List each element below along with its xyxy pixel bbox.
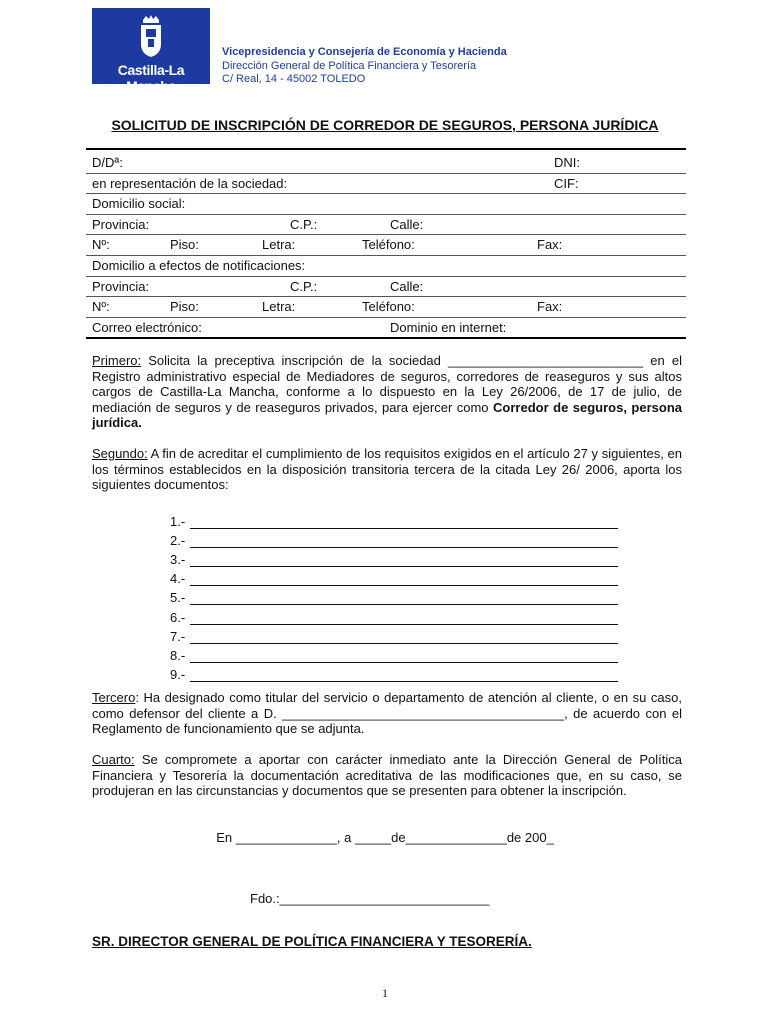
- form-row-representation: [86, 173, 686, 194]
- primero-label: Primero:: [92, 353, 142, 368]
- telefono-label: Teléfono:: [362, 299, 415, 315]
- document-blank-field[interactable]: [190, 590, 618, 605]
- dni-label: DNI:: [554, 155, 580, 170]
- cif-label: CIF:: [554, 175, 579, 191]
- document-blank-field[interactable]: [190, 552, 618, 567]
- form-row-numero-2: [86, 296, 686, 317]
- primero-text: Solicita la preceptiva inscripción de la sociedad ___________________________ en el Registro administrativo especial de Mediadores de seguros, corredores de reaseguros y sus altos cargos de Castilla-La Mancha, conforme a lo dispuesto en la Ley 26/2006, de 17 de julio, de mediación de seguros y de reaseguros privados, para ejercer como: [92, 353, 682, 415]
- place-date-line: En ______________, a _____de______________de 200_: [216, 830, 554, 845]
- cuarto-text: Se compromete a aportar con carácter inmediato ante la Dirección General de Política Financiera y Tesorería la documentación acreditativa de las modificaciones que, en su caso, se produjeran en las circunstancias y documentos que se presenten para obtener la inscripción.: [92, 752, 682, 798]
- document-blank-field[interactable]: [190, 533, 618, 548]
- castilla-la-mancha-logo: [92, 8, 210, 94]
- tercero-label: Tercero: [92, 690, 136, 705]
- letra-label: Letra:: [262, 237, 296, 253]
- form-row-provincia-2: [86, 276, 686, 297]
- form-row-domicilio-social: [86, 193, 686, 214]
- primero-bold: Corredor de seguros, persona jurídica.: [92, 399, 683, 430]
- applicant-form: [86, 148, 686, 339]
- calle-label: Calle:: [390, 278, 424, 294]
- document-line: 7.-: [170, 625, 618, 644]
- telefono-label: Teléfono:: [362, 237, 415, 253]
- signature-line: Fdo.:_____________________________: [250, 891, 490, 906]
- dominio-label: Dominio en internet:: [390, 319, 507, 335]
- paragraph-segundo: [92, 446, 682, 493]
- organization-header: [222, 46, 507, 87]
- document-blank-field[interactable]: [190, 610, 618, 625]
- segundo-text: A fin de acreditar el cumplimiento de los requisitos exigidos en el artículo 27 y siguientes, en los términos establecidos en la disposición transitoria tercera de la citada Ley 26/ 2006, aporta los siguientes documentos:: [92, 446, 682, 492]
- document-blank-field[interactable]: [190, 648, 618, 663]
- document-line: 6.-: [170, 605, 618, 624]
- org-line-1: Vicepresidencia y Consejería de Economía y Hacienda: [222, 46, 507, 58]
- numero-label: Nº:: [92, 299, 110, 315]
- document-line: 2.-: [170, 529, 618, 548]
- form-row-correo: [86, 317, 686, 338]
- org-line-2: Dirección General de Política Financiera y Tesorería: [222, 59, 477, 72]
- document-line: 5.-: [170, 586, 618, 605]
- correo-label: Correo electrónico:: [92, 319, 202, 335]
- form-row-provincia: [86, 214, 686, 235]
- paragraph-cuarto: [92, 752, 682, 799]
- addressee: SR. DIRECTOR GENERAL DE POLÍTICA FINANCIERA Y TESORERÍA.: [92, 934, 532, 949]
- segundo-label: Segundo:: [92, 446, 148, 461]
- piso-label: Piso:: [170, 237, 199, 253]
- form-row-dd: [86, 153, 686, 173]
- documents-list: [170, 510, 618, 682]
- crest-icon: [137, 14, 165, 58]
- letra-label: Letra:: [262, 299, 296, 315]
- calle-label: Calle:: [390, 216, 424, 232]
- cp-label: C.P.:: [290, 278, 318, 294]
- cp-label: C.P.:: [290, 216, 318, 232]
- domicilio-social-label: Domicilio social:: [92, 196, 186, 212]
- document-line: 4.-: [170, 567, 618, 586]
- logo-text: Castilla-La Mancha: [117, 62, 185, 94]
- domicilio-notificaciones-label: Domicilio a efectos de notificaciones:: [92, 257, 306, 273]
- tercero-text: : Ha designado como titular del servicio o departamento de atención al cliente, o en su caso, como defensor del cliente a D. _______________________________________, de acuerdo con el Reglamento de funcionamiento que se adjunta.: [92, 690, 682, 736]
- piso-label: Piso:: [170, 299, 199, 315]
- document-line: 1.-: [170, 510, 618, 529]
- document-blank-field[interactable]: [190, 514, 618, 529]
- document-title: SOLICITUD DE INSCRIPCIÓN DE CORREDOR DE SEGUROS, PERSONA JURÍDICA: [111, 117, 659, 133]
- representation-label: en representación de la sociedad:: [92, 175, 288, 191]
- provincia-label: Provincia:: [92, 278, 150, 294]
- dd-label: D/Dª:: [92, 155, 123, 170]
- form-row-numero: [86, 234, 686, 255]
- paragraph-primero: [92, 353, 682, 431]
- document-blank-field[interactable]: [190, 667, 618, 682]
- document-line: 8.-: [170, 644, 618, 663]
- fax-label: Fax:: [537, 237, 563, 253]
- numero-label: Nº:: [92, 237, 110, 253]
- cuarto-label: Cuarto:: [92, 752, 135, 767]
- fax-label: Fax:: [537, 299, 563, 315]
- document-line: 3.-: [170, 548, 618, 567]
- form-row-domicilio-notificaciones: [86, 255, 686, 276]
- org-address: C/ Real, 14 - 45002 TOLEDO: [222, 73, 366, 85]
- document-blank-field[interactable]: [190, 629, 618, 644]
- provincia-label: Provincia:: [92, 216, 150, 232]
- document-line: 9.-: [170, 663, 618, 682]
- paragraph-tercero: [92, 690, 682, 737]
- page-number: 1: [382, 986, 388, 1000]
- document-blank-field[interactable]: [190, 571, 618, 586]
